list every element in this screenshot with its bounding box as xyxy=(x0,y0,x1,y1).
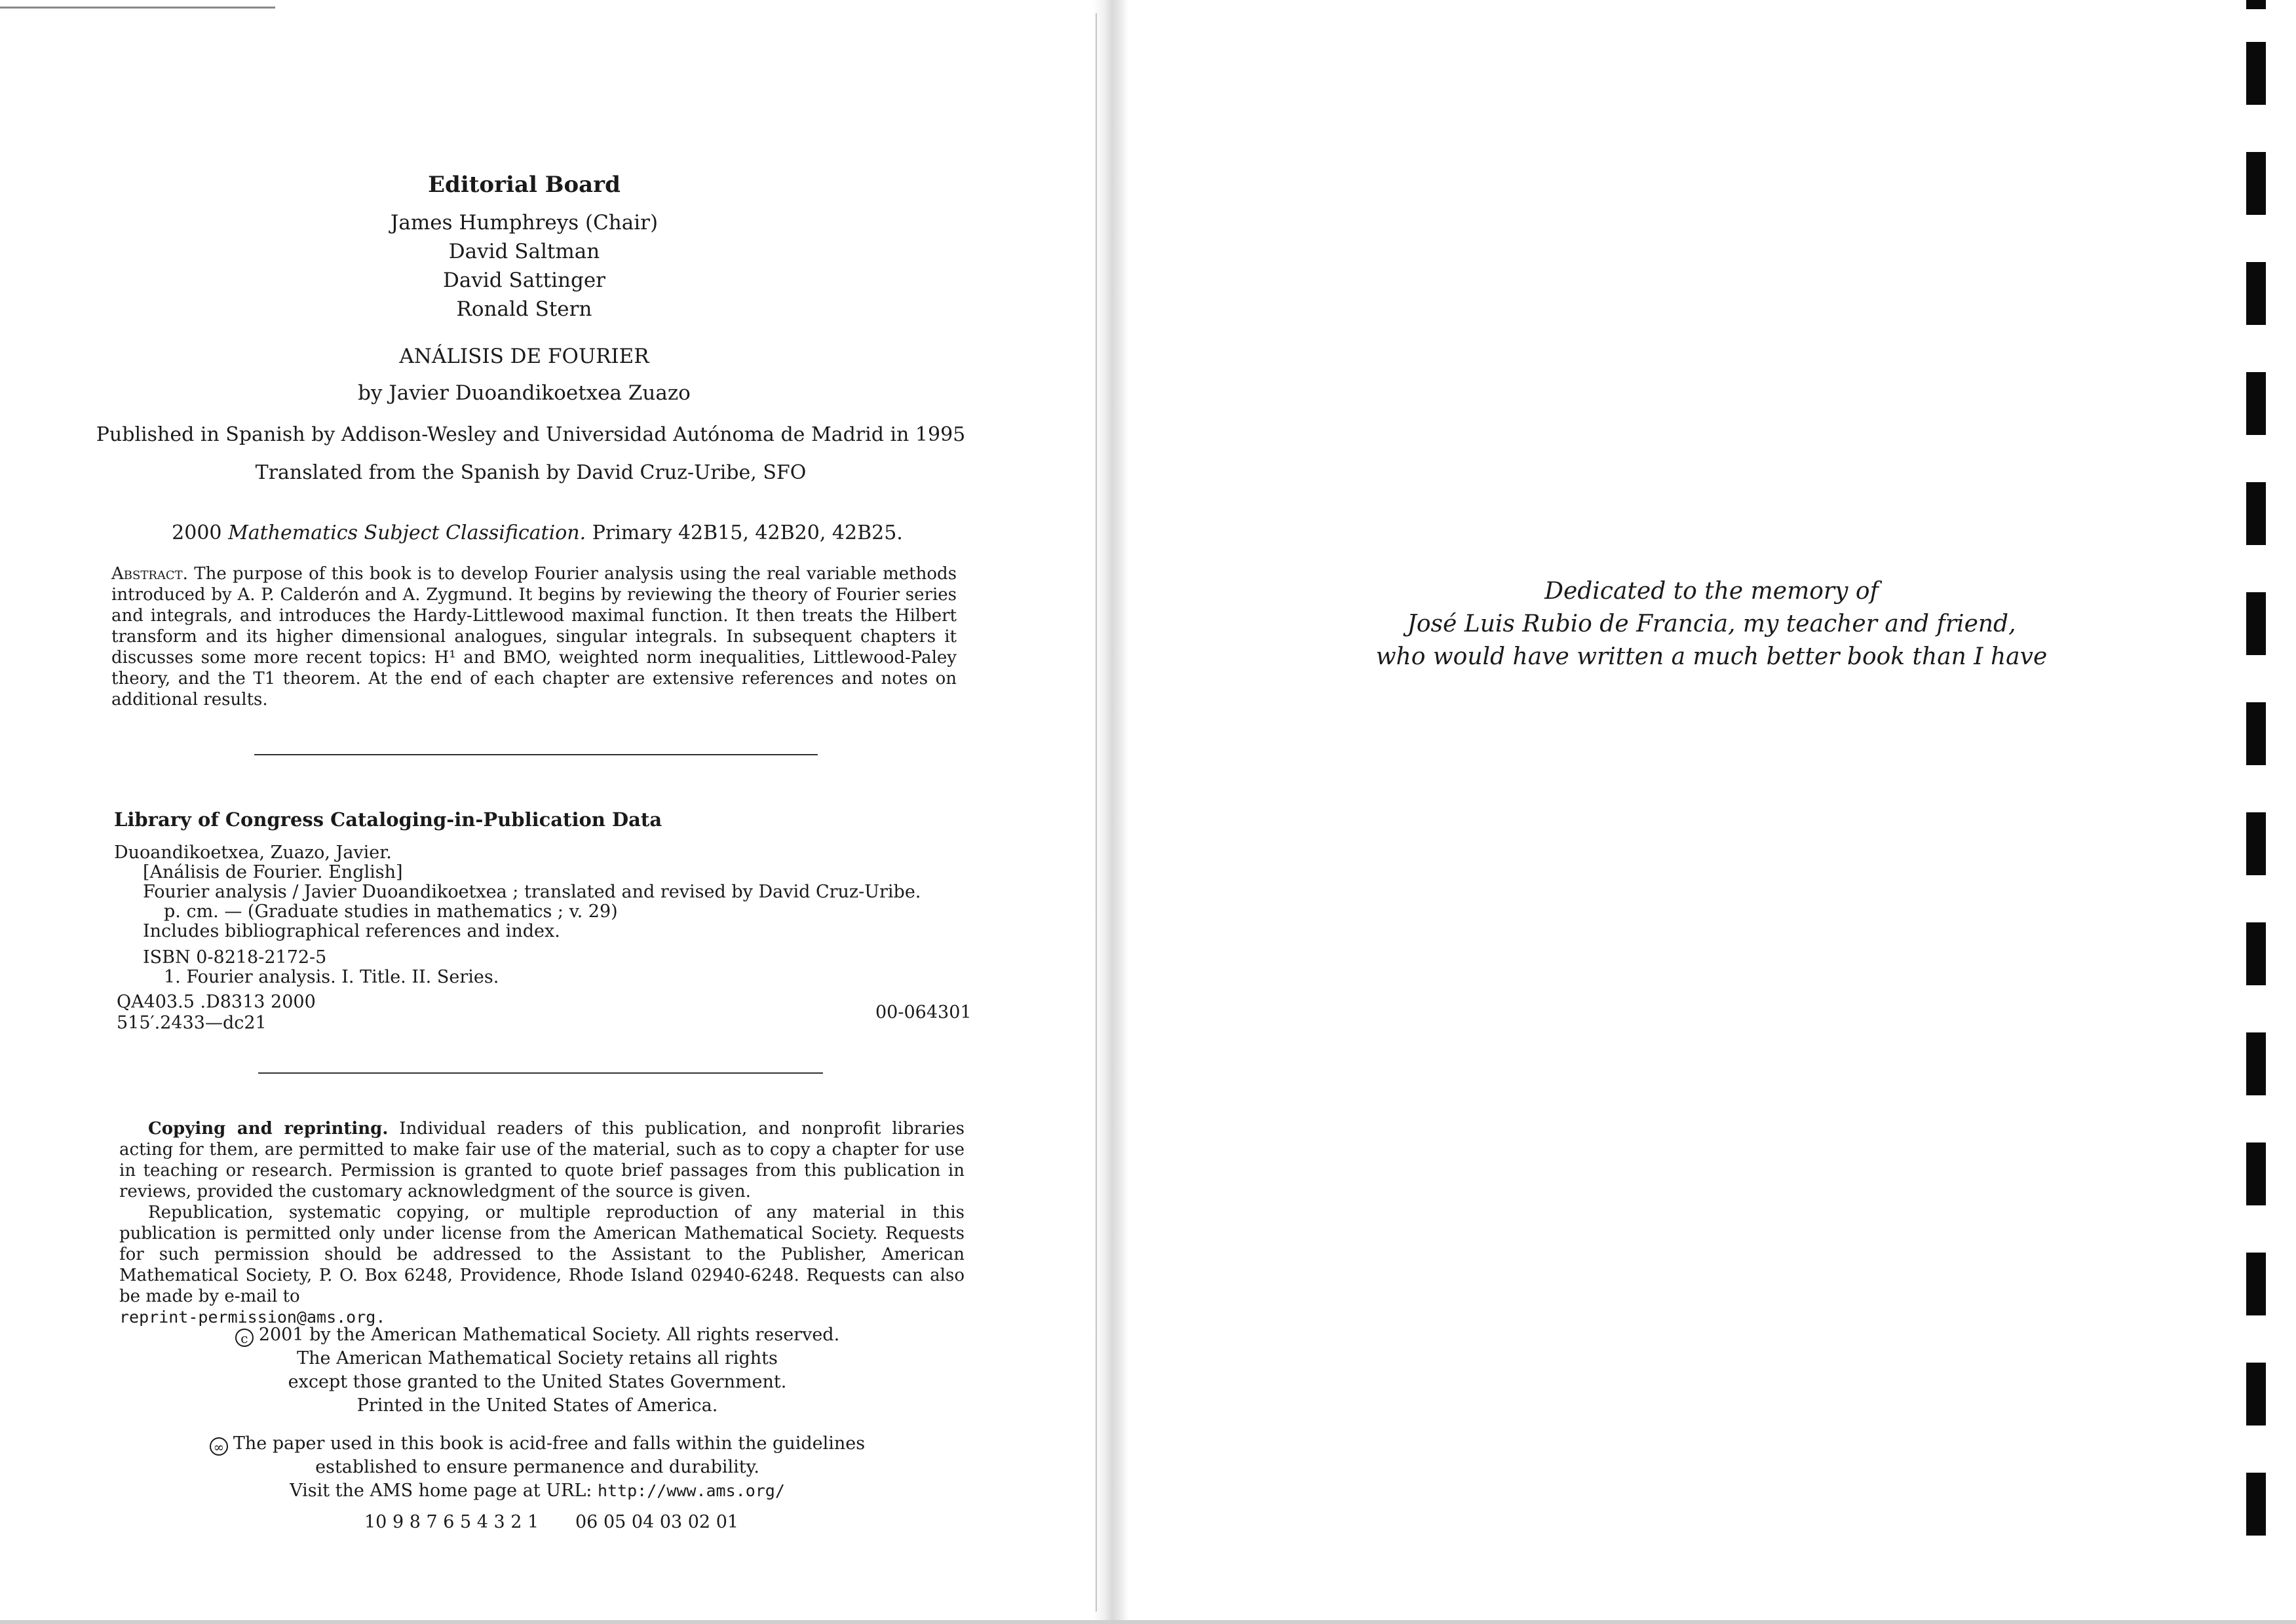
copying-text: Republication, systematic copying, or multiple reproduction of any material in this publication is permitted only under license from the American Mathematical Society. Requests for such permission should be addressed to the Assistant to the Publisher, American Mathematical Society, P. O. Box 6248, Providence, Rhode Island 02940-6248. Requests can also be made by e-mail to xyxy=(119,1203,965,1306)
copyright-text: 2001 by the American Mathematical Society. All rights reserved. xyxy=(258,1325,840,1345)
cip-line: Fourier analysis / Javier Duoandikoetxea ; translated and revised by David Cruz-Uribe. xyxy=(143,882,921,902)
dedication xyxy=(1325,575,2098,673)
dedication-line: Dedicated to the memory of xyxy=(1544,578,1879,605)
cip-line: Duoandikoetxea, Zuazo, Javier. xyxy=(114,842,392,863)
binding-mark xyxy=(2246,372,2266,435)
classification-codes: Primary 42B15, 42B20, 42B25. xyxy=(592,521,903,544)
binding-mark xyxy=(2246,262,2266,325)
cip-line: ISBN 0-8218-2172-5 xyxy=(143,947,327,968)
book-gutter xyxy=(1093,0,1128,1624)
dedication-line: José Luis Rubio de Francia, my teacher and friend, xyxy=(1407,611,2016,637)
binding-mark xyxy=(2246,482,2266,545)
cip-line: [Análisis de Fourier. English] xyxy=(143,862,403,882)
abstract xyxy=(111,563,957,710)
board-member: David Sattinger xyxy=(443,269,605,292)
infinity-icon: ∞ xyxy=(210,1437,228,1456)
binding-mark xyxy=(2246,1363,2266,1426)
ams-url-line xyxy=(0,1481,1075,1501)
classification-label: Mathematics Subject Classification. xyxy=(228,521,586,544)
cip-line: QA403.5 .D8313 2000 xyxy=(117,992,316,1012)
binding-mark xyxy=(2246,812,2266,875)
copying-paragraph xyxy=(119,1118,965,1202)
board-member: James Humphreys (Chair) xyxy=(390,211,659,235)
board-member: Ronald Stern xyxy=(456,297,592,321)
copying-paragraph xyxy=(119,1202,965,1307)
binding-mark xyxy=(2246,702,2266,765)
ams-url-link[interactable]: http://www.ams.org/ xyxy=(597,1481,785,1500)
printing-years: 06 05 04 03 02 01 xyxy=(575,1512,739,1532)
copyright-line: The American Mathematical Society retains all rights xyxy=(297,1348,778,1369)
editorial-board-heading: Editorial Board xyxy=(428,172,621,198)
subject-classification xyxy=(0,521,1075,544)
paper-line xyxy=(0,1433,1075,1456)
permission-email: reprint-permission@ams.org. xyxy=(119,1308,386,1327)
abstract-label: Abstract. xyxy=(111,564,188,584)
dedication-page xyxy=(1128,0,2296,1624)
visit-text: Visit the AMS home page at URL: xyxy=(290,1481,592,1501)
classification-year: 2000 xyxy=(172,521,222,544)
dedication-line: who would have written a much better book than I have xyxy=(1375,643,2048,670)
section-divider xyxy=(254,754,818,755)
copyright-icon: c xyxy=(235,1329,254,1347)
cip-line: 515′.2433—dc21 xyxy=(117,1013,267,1033)
copyright-line: Printed in the United States of America. xyxy=(356,1395,718,1416)
board-member: David Saltman xyxy=(448,240,600,263)
binding-mark xyxy=(2246,42,2266,105)
copyright-line: except those granted to the United States Government. xyxy=(288,1372,787,1392)
binding-mark xyxy=(2246,1473,2266,1536)
cip-heading: Library of Congress Cataloging-in-Publication Data xyxy=(114,808,662,831)
binding-mark xyxy=(2246,0,2266,9)
copying-lead: Copying and reprinting. xyxy=(148,1119,389,1139)
binding-mark xyxy=(2246,1032,2266,1095)
binding-marks xyxy=(2246,0,2272,1624)
printing-numbers: 10 9 8 7 6 5 4 3 2 1 xyxy=(364,1512,539,1532)
binding-mark xyxy=(2246,152,2266,215)
translated-note: Translated from the Spanish by David Cruz-Uribe, SFO xyxy=(255,461,807,484)
binding-mark xyxy=(2246,592,2266,655)
copying-text: Individual readers of this publication, and nonprofit libraries acting for them, are permitted to make fair use of the material, such as to copy a chapter for use in teaching or research. Permission is granted to quote brief passages from this publication in reviews, provided the customary acknowledgment of the source is given. xyxy=(119,1119,965,1201)
paper-text: The paper used in this book is acid-free and falls within the guidelines xyxy=(233,1433,866,1454)
cip-line: 1. Fourier analysis. I. Title. II. Series. xyxy=(164,967,499,987)
binding-mark xyxy=(2246,1142,2266,1205)
cip-line: Includes bibliographical references and index. xyxy=(143,921,560,941)
copying-permissions xyxy=(119,1118,965,1328)
abstract-text: The purpose of this book is to develop Fourier analysis using the real variable methods introduced by A. P. Calderón and A. Zygmund. It begins by reviewing the theory of Fourier series and integrals, and introduces the Hardy-Littlewood maximal function. It then treats the Hilbert transform and its higher dimensional analogues, singular integrals. In subsequent chapters it discusses some more recent topics: H¹ and BMO, weighted norm inequalities, Littlewood-Paley theory, and the T1 theorem. At the end of each chapter are extensive references and notes on additional results. xyxy=(111,564,957,709)
scan-bottom-edge xyxy=(0,1620,2296,1624)
cip-line: p. cm. — (Graduate studies in mathematics ; v. 29) xyxy=(164,901,618,922)
paper-line: established to ensure permanence and durability. xyxy=(315,1457,759,1477)
copyright-line xyxy=(0,1325,1075,1347)
gutter-fold-line xyxy=(1096,13,1097,1612)
published-note: Published in Spanish by Addison-Wesley and Universidad Autónoma de Madrid in 1995 xyxy=(96,423,966,446)
section-divider xyxy=(258,1072,823,1074)
copyright-page xyxy=(0,0,1093,1624)
binding-mark xyxy=(2246,922,2266,985)
original-title: ANÁLISIS DE FOURIER xyxy=(399,345,649,368)
lccn-number: 00-064301 xyxy=(875,1002,972,1023)
binding-mark xyxy=(2246,1253,2266,1315)
byline: by Javier Duoandikoetxea Zuazo xyxy=(358,381,691,405)
